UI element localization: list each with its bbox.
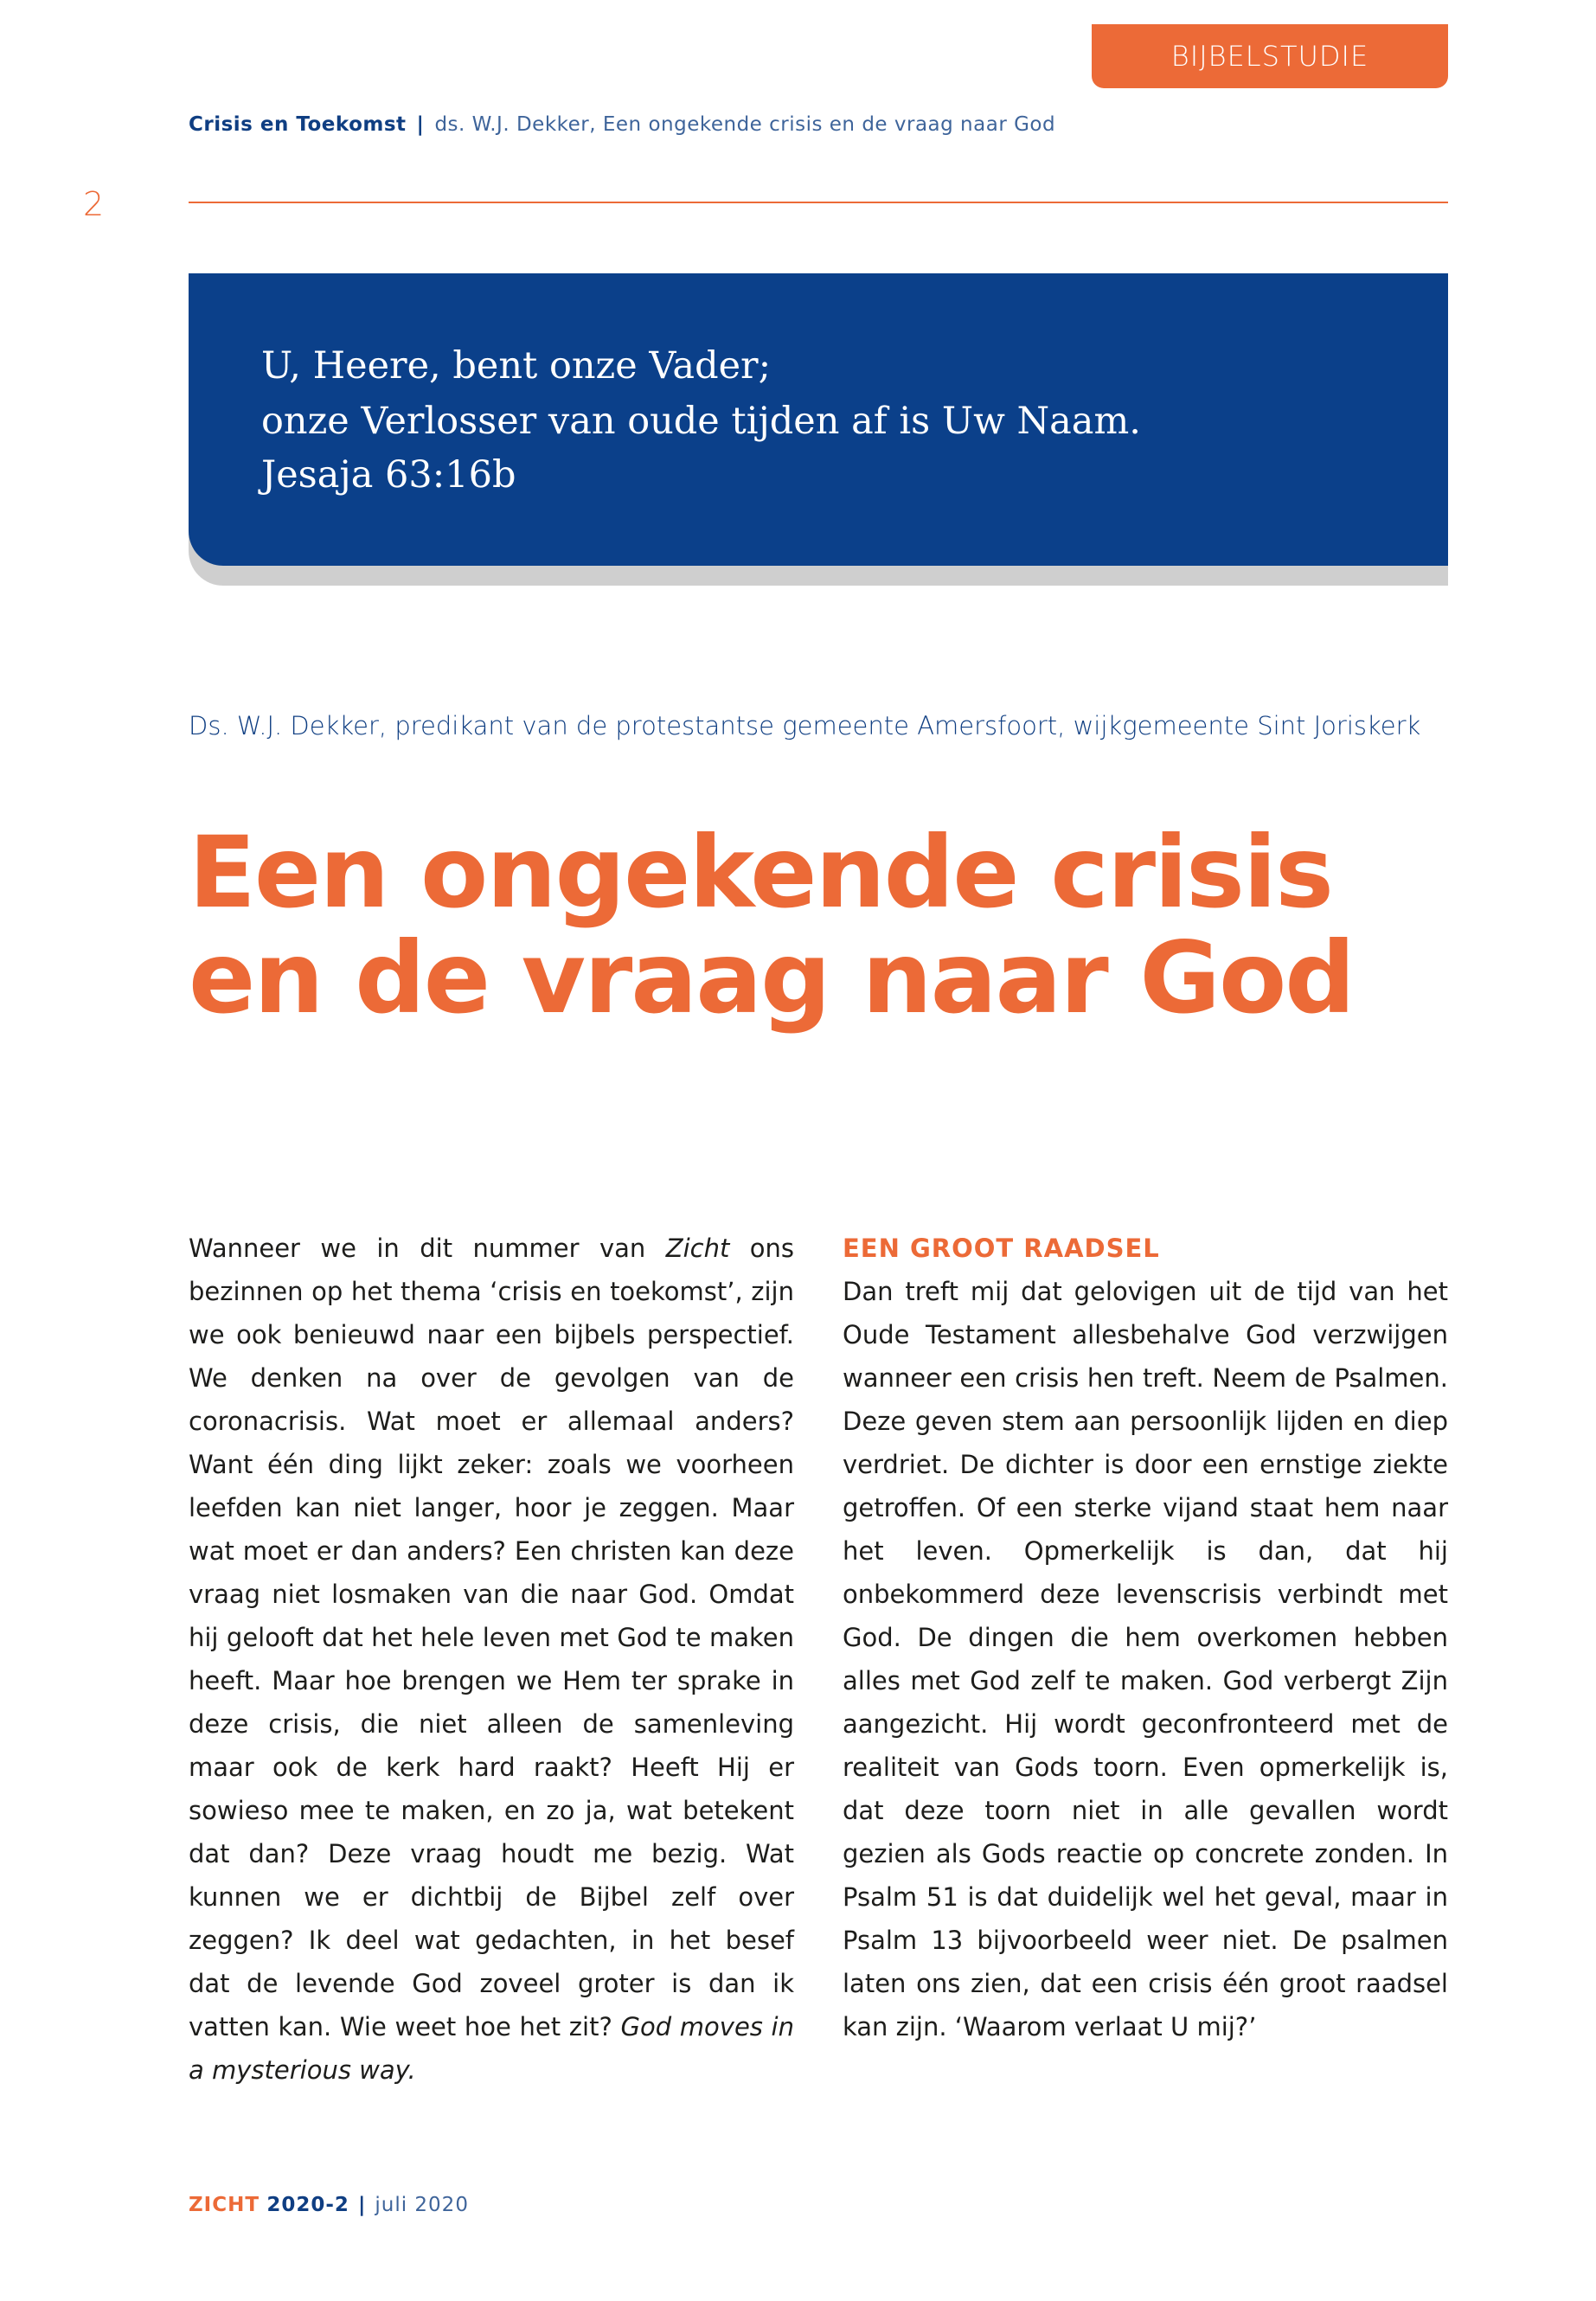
footer-separator: | <box>357 2194 367 2216</box>
intro-paragraph <box>189 1227 794 2092</box>
running-header <box>189 113 1055 136</box>
footer-issue: 2020-2 <box>266 2194 349 2216</box>
body-column-left <box>189 1227 794 2092</box>
quote-reference: Jesaja 63:16b <box>261 453 516 497</box>
footer-date: juli 2020 <box>375 2194 469 2216</box>
footer-magazine: ZICHT <box>189 2194 260 2216</box>
section-tab <box>1092 24 1448 88</box>
intro-text-1: Wanneer we in dit nummer van <box>189 1234 666 1263</box>
scripture-quote-box <box>189 273 1448 566</box>
section-tab-label: BIJBELSTUDIE <box>1170 40 1369 73</box>
intro-text-2: ons bezinnen op het thema ‘crisis en toekomst’, zijn we ook benieuwd naar een bijbels perspectief. We denken na over de gevolgen van de coronacrisis. Wat moet er allemaal anders? Want één ding lijkt zeker: zoals we voorheen leefden kan niet langer, hoor je zeggen. Maar wat moet er dan anders? Een christen kan deze vraag niet losmaken van die naar God. Omdat hij gelooft dat het hele leven met God te maken heeft. Maar hoe brengen we Hem ter sprake in deze crisis, die niet alleen de samenleving maar ook de kerk hard raakt? Heeft Hij er sowieso mee te maken, en zo ja, wat betekent dat dan? Deze vraag houdt me bezig. Wat kunnen we er dichtbij de Bijbel zelf over zeggen? Ik deel wat gedachten, in het besef dat de levende God zoveel groter is dan ik vatten kan. Wie weet hoe het zit? <box>189 1234 795 2041</box>
page-number: 2 <box>83 185 105 223</box>
page-footer <box>189 2194 469 2216</box>
author-byline: Ds. W.J. Dekker, predikant van de protestantse gemeente Amersfoort, wijkgemeente Sint Joriskerk <box>189 711 1421 740</box>
section-subheading: EEN GROOT RAADSEL <box>843 1234 1160 1263</box>
body-column-right <box>843 1227 1448 2048</box>
quote-line-2: onze Verlosser van oude tijden af is Uw Naam. <box>261 400 1141 443</box>
header-separator: | <box>416 113 425 136</box>
header-divider <box>189 202 1448 203</box>
article-title: Een ongekende crisis en de vraag naar God <box>189 815 1354 1035</box>
intro-italic-quote: God moves in a mysterious way. <box>189 2012 794 2085</box>
series-title: Crisis en Toekomst <box>189 113 407 136</box>
quote-line-1: U, Heere, bent onze Vader; <box>261 344 772 388</box>
body-paragraph: Dan treft mij dat gelovigen uit de tijd van het Oude Testament allesbehalve God verzwijgen wanneer een crisis hen treft. Neem de Psalmen. Deze geven stem aan persoonlijk lijden en diep verdriet. De dichter is door een ernstige ziekte getroffen. Of een sterke vijand staat hem naar het leven. Opmerkelijk is dan, dat hij onbekommerd deze levenscrisis verbindt met God. De dingen die hem overkomen hebben alles met God zelf te maken. God verbergt Zijn aangezicht. Hij wordt geconfronteerd met de realiteit van Gods toorn. Even opmerkelijk is, dat deze toorn niet in alle gevallen wordt gezien als Gods reactie op concrete zonden. In Psalm 51 is dat duidelijk wel het geval, maar in Psalm 13 bijvoorbeeld weer niet. De psalmen laten ons zien, dat een crisis één groot raadsel kan zijn. ‘Waarom verlaat U mij?’ <box>843 1277 1448 2041</box>
article-reference: ds. W.J. Dekker, Een ongekende crisis en de vraag naar God <box>434 113 1056 136</box>
intro-italic-magazine: Zicht <box>665 1234 730 1263</box>
